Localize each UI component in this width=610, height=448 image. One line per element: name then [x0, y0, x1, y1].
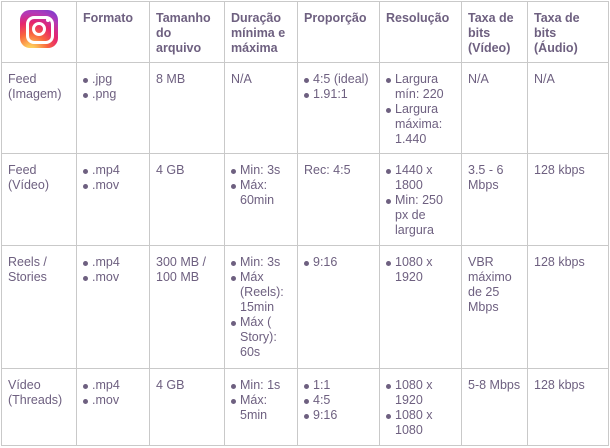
table-row	[2, 63, 609, 154]
cell-proporcao: Rec: 4:5	[298, 154, 380, 246]
table-row	[2, 154, 609, 246]
list-item: 4:5 (ideal)	[304, 72, 373, 87]
cell-bits-video: 3.5 - 6 Mbps	[462, 154, 528, 246]
header-proporcao: Proporção	[298, 2, 380, 63]
cell-bits-video: 5-8 Mbps	[462, 369, 528, 446]
cell-tamanho: 300 MB / 100 MB	[150, 246, 225, 369]
cell-bits-audio: 128 kbps	[528, 369, 609, 446]
cell-duracao	[225, 246, 298, 369]
list-item: Máx: 60min	[231, 178, 291, 208]
list-item: 1.91:1	[304, 87, 373, 102]
list-item: .mp4	[83, 163, 143, 178]
logo-cell	[2, 2, 77, 63]
row-label: Feed (Imagem)	[2, 63, 77, 154]
list-item: .mov	[83, 178, 143, 193]
list-item: .mov	[83, 270, 143, 285]
cell-formato	[77, 246, 150, 369]
list-item: Min: 3s	[231, 163, 291, 178]
list-item: .mp4	[83, 255, 143, 270]
list-item: 1080 x 1920	[386, 378, 455, 408]
list-item: .mov	[83, 393, 143, 408]
row-label: Vídeo (Threads)	[2, 369, 77, 446]
header-resolucao: Resolução	[380, 2, 462, 63]
header-duracao: Duração mínima e máxima	[225, 2, 298, 63]
list-item: 1080 x 1080	[386, 408, 455, 438]
list-item: 9:16	[304, 255, 373, 270]
list-item: Máx (Reels): 15min	[231, 270, 291, 315]
cell-bits-video: N/A	[462, 63, 528, 154]
cell-duracao	[225, 369, 298, 446]
list-item: Min: 1s	[231, 378, 291, 393]
cell-resolucao	[380, 154, 462, 246]
list-item: .jpg	[83, 72, 143, 87]
cell-resolucao	[380, 369, 462, 446]
header-bits-audio: Taxa de bits (Áudio)	[528, 2, 609, 63]
cell-bits-audio: 128 kbps	[528, 246, 609, 369]
cell-tamanho: 4 GB	[150, 154, 225, 246]
cell-proporcao	[298, 246, 380, 369]
cell-bits-audio: 128 kbps	[528, 154, 609, 246]
list-item: Largura mín: 220	[386, 72, 455, 102]
list-item: Min: 3s	[231, 255, 291, 270]
cell-duracao	[225, 154, 298, 246]
list-item: Largura máxima: 1.440	[386, 102, 455, 147]
list-item: 1:1	[304, 378, 373, 393]
cell-resolucao	[380, 63, 462, 154]
list-item: Máx: 5min	[231, 393, 291, 423]
instagram-logo-icon	[20, 10, 58, 48]
table-row	[2, 369, 609, 446]
table-row	[2, 246, 609, 369]
row-label: Reels / Stories	[2, 246, 77, 369]
header-bits-video: Taxa de bits (Vídeo)	[462, 2, 528, 63]
cell-formato	[77, 63, 150, 154]
header-formato: Formato	[77, 2, 150, 63]
list-item: 1080 x 1920	[386, 255, 455, 285]
cell-bits-video: VBR máximo de 25 Mbps	[462, 246, 528, 369]
cell-formato	[77, 369, 150, 446]
list-item: .mp4	[83, 378, 143, 393]
specs-table	[1, 1, 609, 446]
header-tamanho: Tamanho do arquivo	[150, 2, 225, 63]
cell-bits-audio: N/A	[528, 63, 609, 154]
list-item: 9:16	[304, 408, 373, 423]
cell-resolucao	[380, 246, 462, 369]
list-item: Máx ( Story): 60s	[231, 315, 291, 360]
cell-formato	[77, 154, 150, 246]
list-item: 1440 x 1800	[386, 163, 455, 193]
cell-proporcao	[298, 369, 380, 446]
header-row	[2, 2, 609, 63]
list-item: Min: 250 px de largura	[386, 193, 455, 238]
list-item: 4:5	[304, 393, 373, 408]
cell-duracao: N/A	[225, 63, 298, 154]
cell-tamanho: 8 MB	[150, 63, 225, 154]
list-item: .png	[83, 87, 143, 102]
row-label: Feed (Vídeo)	[2, 154, 77, 246]
cell-proporcao	[298, 63, 380, 154]
cell-tamanho: 4 GB	[150, 369, 225, 446]
